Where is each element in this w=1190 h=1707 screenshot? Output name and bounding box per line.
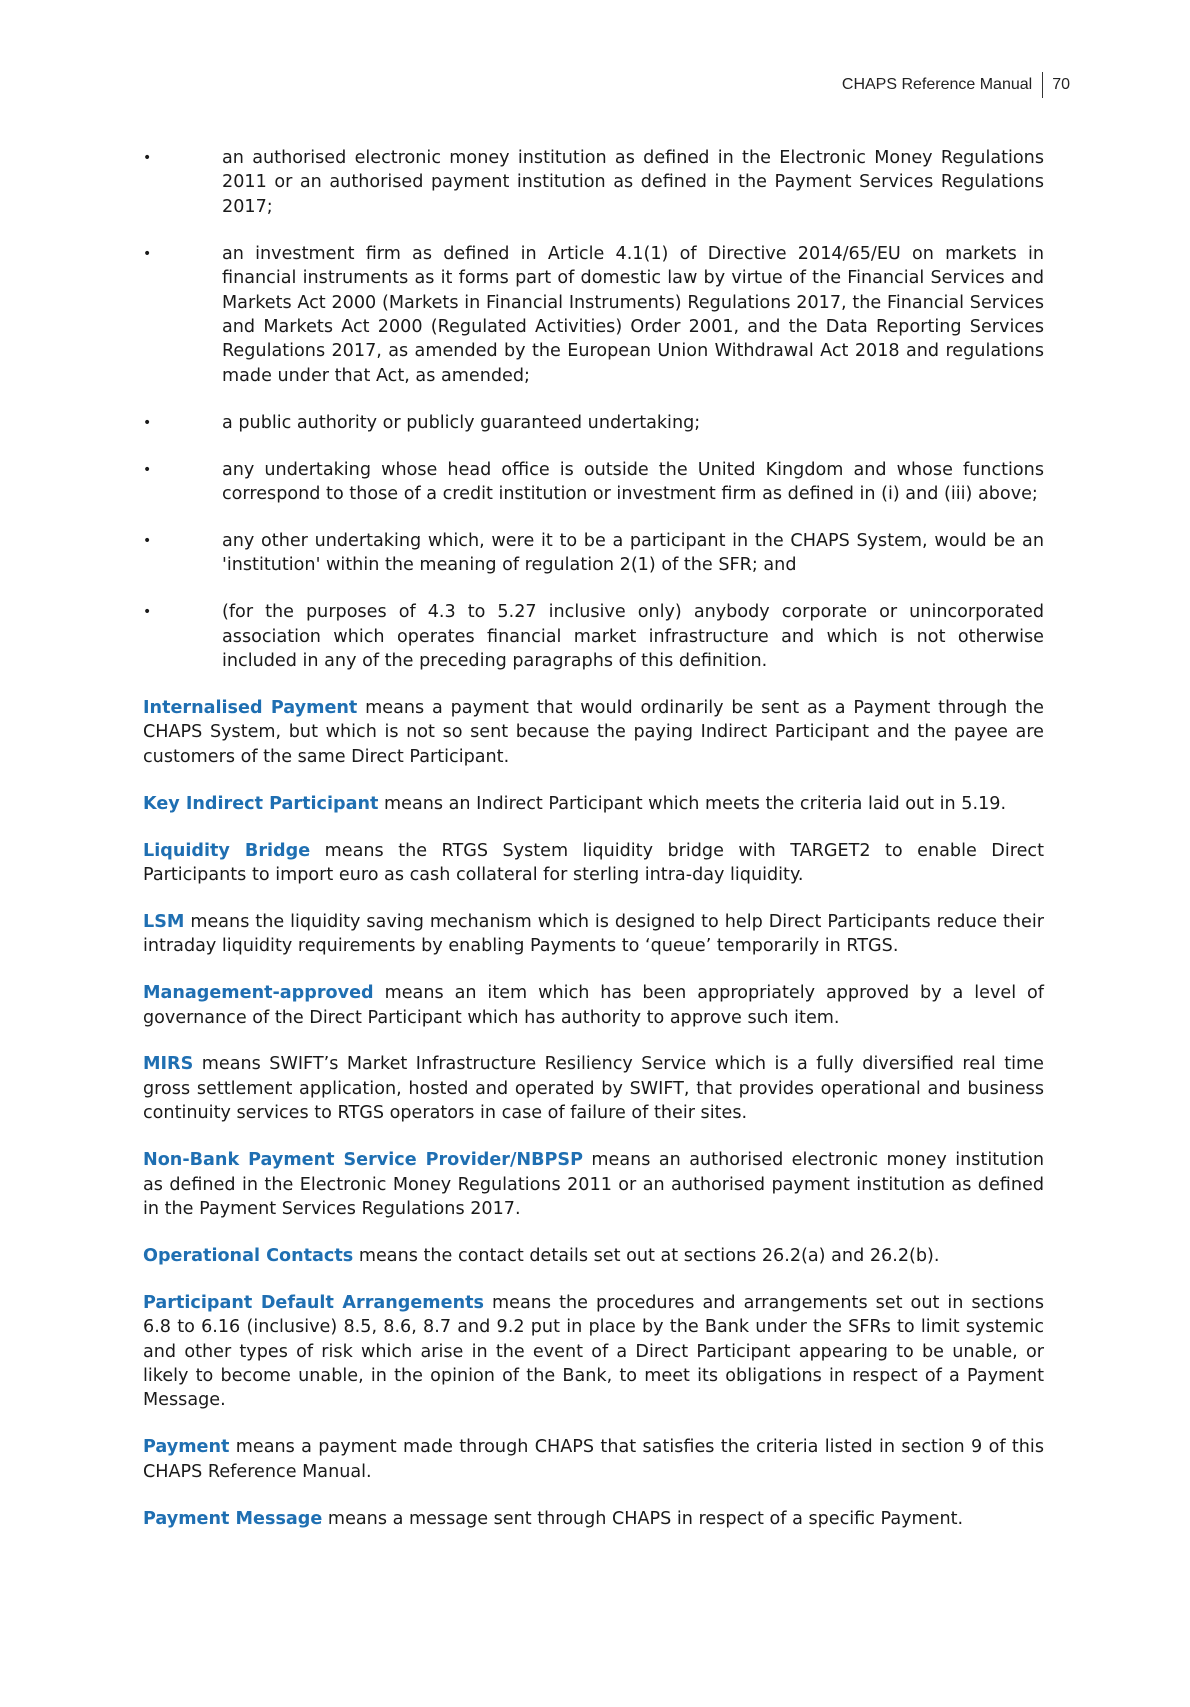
definition-participant-default-arrangements xyxy=(143,1291,1044,1413)
bullet-icon: • xyxy=(143,604,152,621)
definition-term: Internalised Payment xyxy=(143,697,358,718)
bullet-item xyxy=(143,146,1044,219)
definition-term: LSM xyxy=(143,911,185,932)
definition-text: means a message sent through CHAPS in respect of a specific Payment. xyxy=(322,1508,964,1529)
definition-term: MIRS xyxy=(143,1054,194,1075)
definition-text: means the contact details set out at sections 26.2(a) and 26.2(b). xyxy=(353,1245,940,1266)
definition-lsm xyxy=(143,910,1044,959)
bullet-item xyxy=(143,529,1044,578)
definition-text: means SWIFT’s Market Infrastructure Resiliency Service which is a fully diversified real time gross settlement application, hosted and operated by SWIFT, that provides operational and business continuity services to RTGS operators in case of failure of their sites. xyxy=(143,1054,1044,1124)
bullet-icon: • xyxy=(143,414,152,431)
definition-text: means the liquidity saving mechanism which is designed to help Direct Participants reduce their intraday liquidity requirements by enabling Payments to ‘queue’ temporarily in RTGS. xyxy=(143,911,1044,957)
definition-text: means a payment made through CHAPS that satisfies the criteria listed in section 9 of this CHAPS Reference Manual. xyxy=(143,1437,1044,1482)
definition-text: means an Indirect Participant which meets the criteria laid out in 5.19. xyxy=(378,793,1007,814)
definition-term: Non-Bank Payment Service Provider/NBPSP xyxy=(143,1150,583,1171)
bullet-text: an authorised electronic money institution as defined in the Electronic Money Regulations 2011 or an authorised payment institution as defined in the Payment Services Regulations 2017; xyxy=(222,148,1044,217)
bullet-icon: • xyxy=(143,150,152,166)
definition-internalised-payment xyxy=(143,696,1044,769)
document-title: CHAPS Reference Manual xyxy=(841,76,1033,93)
bullet-icon: • xyxy=(143,461,152,478)
definition-operational-contacts xyxy=(143,1244,1044,1268)
definition-text: means an authorised electronic money institution as defined in the Electronic Money Regulations 2011 or an authorised payment institution as defined in the Payment Services Regulations 2017. xyxy=(143,1150,1044,1219)
bullet-item xyxy=(143,242,1044,388)
page-number: 70 xyxy=(1052,76,1070,93)
definition-key-indirect-participant xyxy=(143,792,1044,816)
definition-term: Participant Default Arrangements xyxy=(143,1292,484,1313)
bullet-text: any undertaking whose head office is outside the United Kingdom and whose functions correspond to those of a credit institution or investment firm as defined in (i) and (iii) above; xyxy=(222,459,1044,504)
definition-text: means a payment that would ordinarily be sent as a Payment through the CHAPS System, but which is not so sent because the paying Indirect Participant and the payee are customers of the same Direct Participant. xyxy=(143,697,1044,767)
definition-liquidity-bridge xyxy=(143,839,1044,888)
definition-term: Operational Contacts xyxy=(143,1245,354,1266)
definition-term: Payment Message xyxy=(143,1508,323,1529)
definition-term: Management-approved xyxy=(143,983,374,1004)
definition-term: Key Indirect Participant xyxy=(143,793,379,814)
definition-nbpsp xyxy=(143,1148,1044,1221)
definition-text: means the RTGS System liquidity bridge with TARGET2 to enable Direct Participants to import euro as cash collateral for sterling intra-day liquidity. xyxy=(143,840,1044,885)
page-content xyxy=(143,146,1044,1554)
bullet-text: (for the purposes of 4.3 to 5.27 inclusive only) anybody corporate or unincorporated association which operates financial market infrastructure and which is not otherwise included in any of the preceding paragraphs of this definition. xyxy=(222,602,1044,671)
definition-management-approved xyxy=(143,981,1044,1030)
bullet-item xyxy=(143,458,1044,507)
bullet-text: an investment firm as defined in Article 4.1(1) of Directive 2014/65/EU on markets in financial instruments as it forms part of domestic law by virtue of the Financial Services and Markets Act 2000 (Markets in Financial Instruments) Regulations 2017, the Financial Services and Markets Act 2000 (Regulated Activities) Order 2001, and the Data Reporting Services Regulations 2017, as amended by the European Union Withdrawal Act 2018 and regulations made under that Act, as amended; xyxy=(222,243,1044,386)
definition-term: Payment xyxy=(143,1437,230,1458)
definition-mirs xyxy=(143,1052,1044,1125)
bullet-text: a public authority or publicly guaranteed undertaking; xyxy=(222,412,701,433)
header-divider xyxy=(1042,72,1043,98)
definition-text: means an item which has been appropriately approved by a level of governance of the Direct Participant which has authority to approve such item. xyxy=(143,983,1044,1028)
bullet-icon: • xyxy=(143,245,152,262)
definition-payment-message xyxy=(143,1507,1044,1531)
definition-payment xyxy=(143,1435,1044,1484)
bullet-text: any other undertaking which, were it to be a participant in the CHAPS System, would be an 'institution' within the meaning of regulation 2(1) of the SFR; and xyxy=(222,530,1044,576)
bullet-item xyxy=(143,411,1044,435)
bullet-item xyxy=(143,600,1044,673)
page-header xyxy=(842,72,1070,98)
bullet-icon: • xyxy=(143,532,152,549)
definition-term: Liquidity Bridge xyxy=(143,840,311,861)
definition-text: means the procedures and arrangements set out in sections 6.8 to 6.16 (inclusive) 8.5, 8.6, 8.7 and 9.2 put in place by the Bank under the SFRs to limit systemic and other types of risk which arise in the event of a Direct Participant appearing to be unable, or likely to become unable, in the opinion of the Bank, to meet its obligations in respect of a Payment Message. xyxy=(143,1292,1044,1411)
